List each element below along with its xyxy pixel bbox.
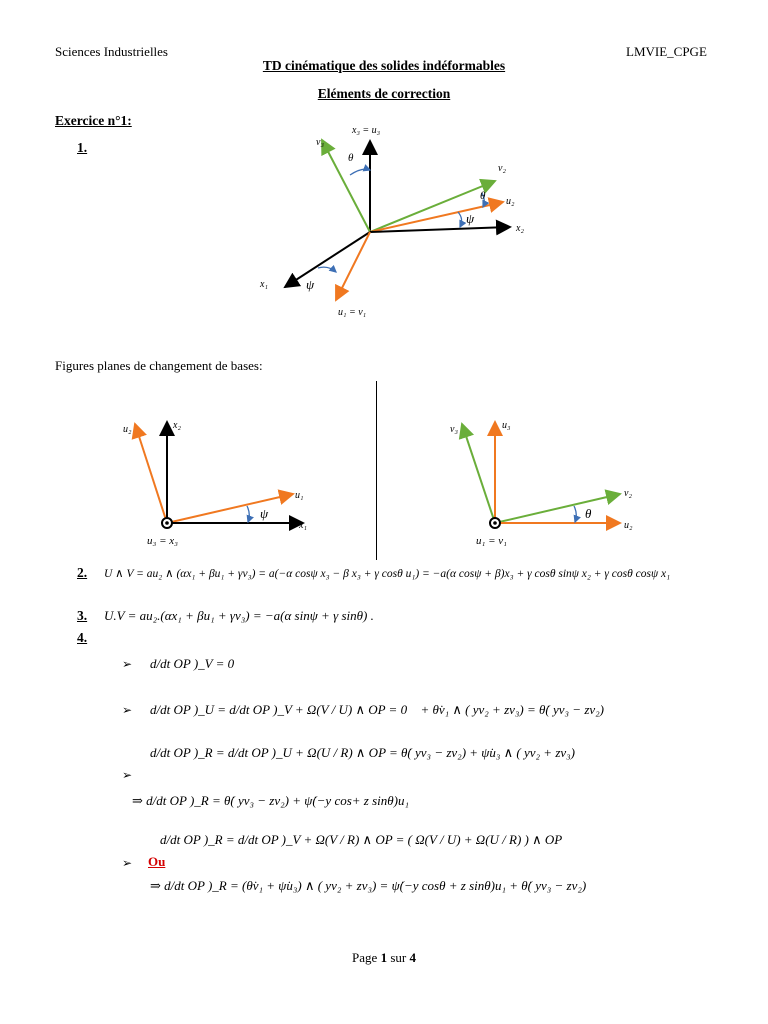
label-u1: u₁ [295, 490, 304, 501]
question-3-label: 3. [77, 608, 88, 623]
label-u2: u₂ [506, 196, 515, 207]
label-theta-1: θ [348, 152, 354, 164]
derivative-line-1: d/dt OP )_V = 0⃗ [150, 656, 245, 671]
question-1-label: 1. [77, 140, 88, 155]
footer-mid: sur [387, 950, 410, 965]
label-v3: v₃ [316, 137, 324, 148]
footer-page-total: 4 [409, 950, 416, 965]
v2-axis [495, 494, 620, 523]
v2-axis [370, 181, 495, 232]
psi-arc-lower [318, 267, 336, 272]
theta-arc-vertical [350, 169, 370, 175]
bullet-3: ➢ [122, 768, 133, 782]
bullet-1: ➢ [122, 657, 133, 671]
document-subtitle: Eléments de correction [317, 86, 451, 101]
label-psi-1: ψ [466, 211, 475, 226]
label-x2: x₂ [516, 223, 524, 234]
theta-arc [574, 506, 576, 522]
u1-axis [167, 494, 293, 523]
label-psi-2: ψ [306, 277, 315, 292]
label-x1: x₁ [260, 279, 268, 290]
label-u2: u₂ [624, 520, 633, 531]
derivative-line-3: d/dt OP )_R = d/dt OP )_U + Ω(U / R) ∧ OP = θ̇( yv₃ − zv₂) + ψ̇u₃ ∧ ( yv₂ + zv₃) [150, 745, 575, 760]
v3-axis [462, 424, 495, 523]
planar-figure-psi [115, 410, 315, 550]
document-title: TD cinématique des solides indéformables [262, 58, 506, 73]
equation-cross-product: U ∧ V = au₂ ∧ (αx₁ + βu₁ + γv₃) = a(−α cosψ x₃ − β x₃ + γ cosθ u₁) = −a(α cosψ + β)x₃ + γ cosθ sinψ x₂ + γ cosθ cosψ x₁ [104, 568, 671, 580]
question-4-label: 4. [77, 630, 88, 645]
label-u3-x3: u₃ = x₃ [147, 535, 178, 547]
label-theta: θ [585, 506, 592, 521]
label-v2: v₂ [624, 488, 632, 499]
u2-axis [135, 424, 167, 523]
footer-prefix: Page [352, 950, 381, 965]
psi-arc-horizontal [458, 212, 462, 227]
label-psi: ψ [260, 506, 269, 521]
bullet-4: ➢ [122, 856, 133, 870]
label-theta-2: θ [480, 190, 486, 202]
out-of-plane-axis-dot [165, 521, 169, 525]
header-right: LMVIE_CPGE [626, 44, 707, 59]
label-u2: u₂ [123, 424, 132, 435]
derivative-line-5: d/dt OP )_R = d/dt OP )_V + Ω(V / R) ∧ OP = ( Ω(V / U) + Ω(U / R) ) ∧ OP [160, 832, 563, 847]
label-u1-v1: u₁ = v₁ [338, 307, 367, 318]
figures-caption: Figures planes de changement de bases: [55, 358, 263, 373]
v3-axis [322, 140, 370, 232]
alternative-label: Ou [148, 854, 166, 869]
derivative-line-6: ⇒ d/dt OP )_R = (θ̇v₁ + ψ̇u₃) ∧ ( yv₂ + zv₃) = ψ̇(−y cosθ + z sinθ)u₁ + θ̇( yv₃ − zv₂) [150, 878, 587, 893]
derivative-line-2: d/dt OP )_U = d/dt OP )_V + Ω(V / U) ∧ OP = 0⃗ + θ̇v₁ ∧ ( yv₂ + zv₃) = θ̇( yv₃ − zv₂) [150, 702, 604, 717]
out-of-plane-axis-dot [493, 521, 497, 525]
page-footer [0, 950, 768, 966]
header-left: Sciences Industrielles [55, 44, 168, 59]
label-x2: x₂ [173, 420, 181, 431]
footer-page-number: 1 [380, 950, 388, 965]
exercise-heading: Exercice n°1: [55, 113, 132, 128]
derivative-line-4: ⇒ d/dt OP )_R = θ̇( yv₃ − zv₂) + ψ̇(−y cos+ z sinθ)u₁ [132, 793, 410, 808]
figure-divider [376, 381, 377, 560]
label-u1-v1: u₁ = v₁ [476, 535, 507, 547]
label-v3: v₃ [450, 424, 458, 435]
label-v2: v₂ [498, 163, 506, 174]
base-change-3d-figure [250, 115, 540, 330]
planar-figure-theta [440, 410, 640, 550]
label-u3: u₃ [502, 420, 511, 431]
psi-arc [247, 506, 249, 522]
bullet-2: ➢ [122, 703, 133, 717]
label-x3-u3: x₃ = u₃ [352, 125, 381, 136]
equation-dot-product: U.V = au₂.(αx₁ + βu₁ + γv₃) = −a(α sinψ + γ sinθ) . [104, 608, 374, 623]
label-x1: x₁ [299, 520, 307, 531]
question-2-label: 2. [77, 565, 88, 580]
